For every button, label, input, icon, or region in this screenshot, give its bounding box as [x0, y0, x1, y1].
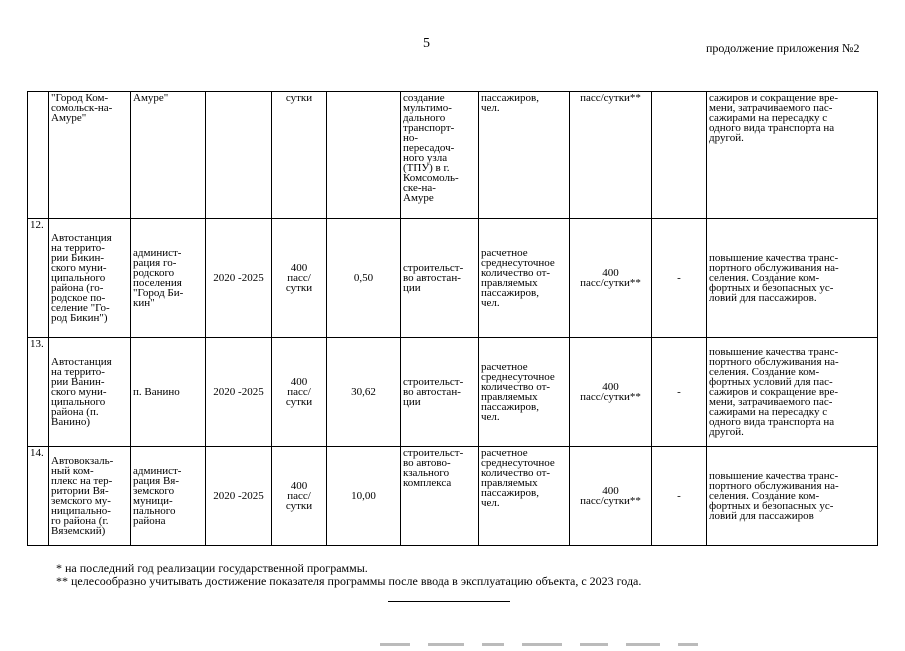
table-row — [28, 338, 878, 447]
period: 2020 -2025 — [206, 219, 272, 338]
row-number: 13. — [28, 338, 49, 447]
program-objects-table — [27, 91, 878, 546]
period — [206, 92, 272, 219]
capacity: 400 пасс/ сутки — [272, 338, 327, 447]
footnote-single-star: * на последний год реализации государственной программы. — [56, 561, 368, 575]
cost — [327, 92, 401, 219]
executor: п. Ванино — [131, 338, 206, 447]
table-row — [28, 219, 878, 338]
period: 2020 -2025 — [206, 338, 272, 447]
cost: 0,50 — [327, 219, 401, 338]
extra-value: - — [652, 447, 707, 546]
indicator-value: 400 пасс/сутки** — [570, 338, 652, 447]
expected-result: повышение качества транс- портного обслуживания на- селения. Создание ком- фортных и безопасных ус- ловий для пассажиров. — [707, 219, 878, 338]
extra-value: - — [652, 338, 707, 447]
indicator-value: 400 пасс/сутки** — [570, 219, 652, 338]
period: 2020 -2025 — [206, 447, 272, 546]
indicator-value: 400 пасс/сутки** — [570, 447, 652, 546]
row-number: 14. — [28, 447, 49, 546]
expected-result: повышение качества транс- портного обслуживания на- селения. Создание ком- фортных условий для пас- сажиров и сокращение вре- мени, затрачиваемого пас- сажирами на пересадку с одного вида транспорта на другой. — [707, 338, 878, 447]
capacity: сутки — [272, 92, 327, 219]
executor: Амуре" — [131, 92, 206, 219]
object-name: Автовокзаль- ный ком- плекс на тер- ритории Вя- земского му- ниципально- го района (г. Вяземский) — [49, 447, 131, 546]
separator-line — [388, 601, 510, 602]
object-name: Автостанция на террито- рии Ванин- ского муни- ципального района (п. Ванино) — [49, 338, 131, 447]
scan-artifact — [380, 633, 716, 651]
measure: строительст- во автостан- ции — [401, 219, 479, 338]
object-name: "Город Ком- сомольск-на- Амуре" — [49, 92, 131, 219]
capacity: 400 пасс/ сутки — [272, 219, 327, 338]
row-number: 12. — [28, 219, 49, 338]
indicator-value: пасс/сутки** — [570, 92, 652, 219]
cost: 30,62 — [327, 338, 401, 447]
executor: админист- рация Вя- земского муници- пального района — [131, 447, 206, 546]
extra-value: - — [652, 219, 707, 338]
measure: строительст- во автостан- ции — [401, 338, 479, 447]
footnote-double-star: ** целесообразно учитывать достижение показателя программы после ввода в эксплуатацию объекта, с 2023 года. — [56, 574, 642, 588]
indicator: расчетное среднесуточное количество от- правляемых пассажиров, чел. — [479, 338, 570, 447]
executor: админист- рация го- родского поселения "Город Би- кин" — [131, 219, 206, 338]
row-number — [28, 92, 49, 219]
page-number: 5 — [423, 36, 430, 51]
indicator: расчетное среднесуточное количество от- правляемых пассажиров, чел. — [479, 219, 570, 338]
capacity: 400 пасс/ сутки — [272, 447, 327, 546]
expected-result: повышение качества транс- портного обслуживания на- селения. Создание ком- фортных и безопасных ус- ловий для пассажиров — [707, 447, 878, 546]
cost: 10,00 — [327, 447, 401, 546]
table-row — [28, 92, 878, 219]
object-name: Автостанция на террито- рии Бикин- ского муни- ципального района (го- родское по- селение "Го- род Бикин") — [49, 219, 131, 338]
table-row — [28, 447, 878, 546]
measure: строительст- во автово- кзального комплекса — [401, 447, 479, 546]
indicator: пассажиров, чел. — [479, 92, 570, 219]
expected-result: сажиров и сокращение вре- мени, затрачиваемого пас- сажирами на пересадку с одного вида транспорта на другой. — [707, 92, 878, 219]
appendix-note: продолжение приложения №2 — [706, 41, 860, 55]
indicator: расчетное среднесуточное количество от- правляемых пассажиров, чел. — [479, 447, 570, 546]
measure: создание мультимо- дального транспорт- но- пересадоч- ного узла (ТПУ) в г. Комсомоль- ске-на- Амуре — [401, 92, 479, 219]
footnotes — [56, 562, 641, 588]
extra-value — [652, 92, 707, 219]
